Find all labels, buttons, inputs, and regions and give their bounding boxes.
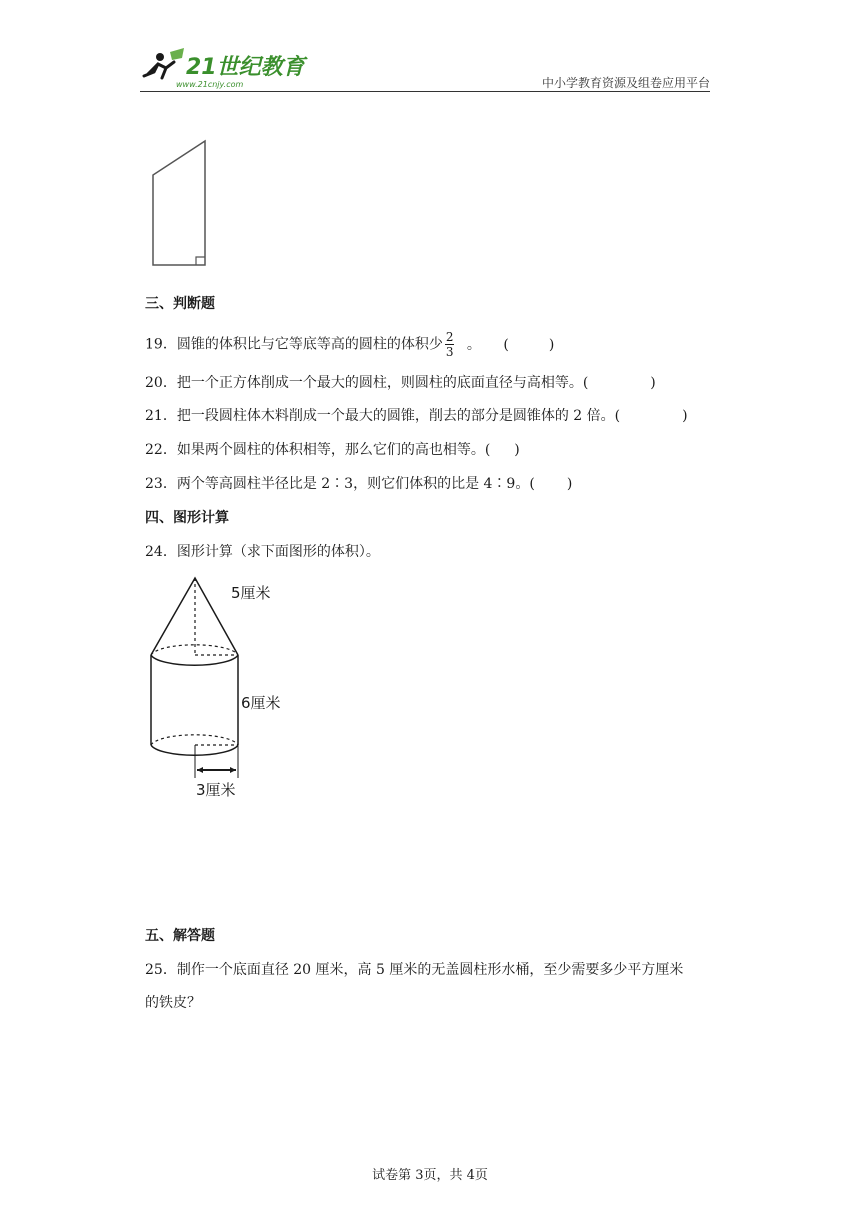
question-19 <box>145 330 554 359</box>
q23-text: 23．两个等高圆柱半径比是 2∶3，则它们体积的比是 4∶9。 <box>145 476 530 492</box>
question-22 <box>145 439 520 459</box>
logo-url: www.21cnjy.com <box>176 80 244 89</box>
fraction-numerator: 2 <box>445 330 454 344</box>
trapezoid-figure <box>148 138 210 274</box>
question-24: 24．图形计算（求下面图形的体积）。 <box>145 544 380 560</box>
section-3-title: 三、判断题 <box>145 296 215 312</box>
question-25-line-1: 25．制作一个底面直径 20 厘米，高 5 厘米的无盖圆柱形水桶，至少需要多少平方厘米 <box>145 962 684 978</box>
question-23 <box>145 473 572 493</box>
page-footer: 试卷第 3页，共 4页 <box>372 1168 488 1183</box>
fraction <box>445 330 455 359</box>
question-21 <box>145 405 688 425</box>
cone-height-label: 5厘米 <box>231 584 271 602</box>
site-logo <box>140 44 310 90</box>
section-5-title: 五、解答题 <box>145 928 215 944</box>
answer-blank-23[interactable]: ( ) <box>529 476 573 492</box>
q20-text: 20．把一个正方体削成一个最大的圆柱，则圆柱的底面直径与高相等。 <box>145 375 583 391</box>
cone-cylinder-figure <box>140 570 300 809</box>
answer-blank-22[interactable]: ( ) <box>484 442 520 458</box>
q21-text: 21．把一段圆柱体木料削成一个最大的圆锥，削去的部分是圆锥体的 2 倍。 <box>145 408 615 424</box>
header-divider <box>140 91 710 92</box>
cylinder-height-label: 6厘米 <box>241 694 281 712</box>
question-25-line-2: 的铁皮？ <box>145 995 201 1011</box>
q19-tail: 。 <box>466 336 481 353</box>
radius-label: 3厘米 <box>196 781 236 799</box>
answer-blank-21[interactable]: ( ) <box>614 408 688 424</box>
question-20 <box>145 372 656 392</box>
fraction-denominator: 3 <box>445 345 454 359</box>
runner-icon <box>144 48 184 78</box>
q22-text: 22．如果两个圆柱的体积相等，那么它们的高也相等。 <box>145 442 485 458</box>
section-4-title: 四、图形计算 <box>145 510 229 526</box>
q19-text: 19．圆锥的体积比与它等底等高的圆柱的体积少 <box>145 336 443 353</box>
platform-name: 中小学教育资源及组卷应用平台 <box>541 76 710 90</box>
answer-blank-20[interactable]: ( ) <box>582 375 656 391</box>
logo-text: 21世纪教育 <box>186 55 305 80</box>
answer-blank-19[interactable]: ( ) <box>503 336 555 353</box>
